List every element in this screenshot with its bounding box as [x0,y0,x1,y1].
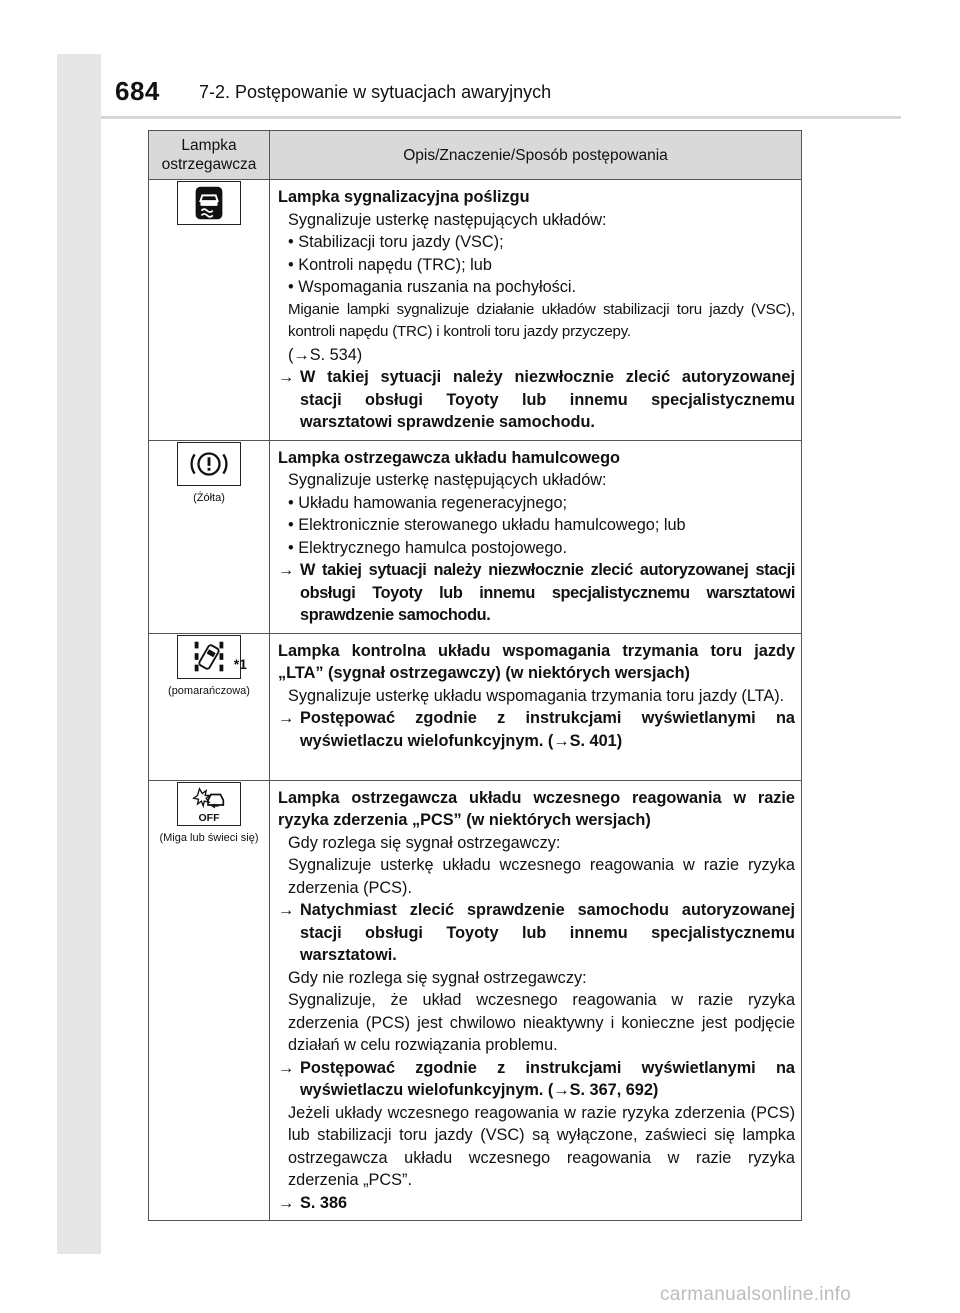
pcs-off-icon [177,782,241,826]
brake-system-warning-icon [177,442,241,486]
description-cell [270,180,802,441]
description-cell [270,633,802,780]
icon-cell [149,780,270,1221]
icon-caption: (Miga lub świeci się) [159,831,259,844]
row-line: • Stabilizacji toru jazdy (VSC); [288,233,504,251]
lta-lane-icon [177,635,241,679]
row-action: → Postępować zgodnie z instrukcjami wyświetlanymi na wyświetlaczu wielofunkcyjnym. (→S. 367, 692) [278,1057,795,1102]
icon-cell [149,180,270,441]
arrow-icon: → [278,1058,295,1077]
icon-caption: (Żółta) [193,491,225,504]
slip-indicator-icon [177,181,241,225]
row-note: Miganie lampki sygnalizuje działanie układów stabilizacji toru jazdy (VSC), kontroli napędu (TRC) i kontroli toru jazdy przyczepy. [288,300,795,340]
description-cell [270,780,802,1221]
row-text: Sygnalizuje usterkę układu wczesnego reagowania w razie ryzyka zderzenia (PCS). [288,856,795,897]
watermark: carmanualsonline.info [660,1284,852,1305]
warning-lights-table [148,130,802,1221]
row-text: Gdy rozlega się sygnał ostrzegawczy: [288,833,561,852]
icon-caption: (pomarańczowa) [168,684,250,697]
page-number: 684 [115,76,160,106]
header-rule [101,116,901,119]
icon-cell [149,633,270,780]
row-text: Sygnalizuje, że układ wczesnego reagowania w razie ryzyka zderzenia (PCS) jest chwilowo nieaktywny i konieczne jest podjęcie działań w celu rozwiązania problemu. [288,991,795,1054]
col-header-description: Opis/Znaczenie/Sposób postępowania [270,131,802,180]
arrow-icon: → [278,901,295,919]
row-action: → W takiej sytuacji należy niezwłocznie zlecić autoryzowanej stacji obsługi Toyoty lub innemu specjalistycznemu warsztatowi sprawdzenie samochodu. [278,366,795,434]
table-row [149,780,802,1221]
row-action: → Postępować zgodnie z instrukcjami wyświetlanymi na wyświetlaczu wielofunkcyjnym. (→S. 401) [278,707,795,752]
row-line: • Wspomagania ruszania na pochyłości. [288,278,577,296]
arrow-icon: → [278,561,295,579]
row-action: → S. 386 [278,1192,795,1215]
icon-cell [149,440,270,633]
row-text: Jeżeli układy wczesnego reagowania w razie ryzyka zderzenia (PCS) lub stabilizacji toru jazdy (VSC) są wyłączone, zaświeci się lampka ostrzegawcza układu wczesnego reagowania w razie ryzyka zderzenia „PCS”. [288,1103,795,1189]
row-action: → Natychmiast zlecić sprawdzenie samochodu autoryzowanej stacji obsługi Toyoty lub innemu specjalistycznemu warsztatowi. [278,899,795,967]
description-cell [270,440,802,633]
row-title: Lampka ostrzegawcza układu hamulcowego [278,448,620,467]
row-action: → W takiej sytuacji należy niezwłocznie zlecić autoryzowanej stacji obsługi Toyoty lub innemu specjalistycznemu warsztatowi sprawdzenie samochodu. [278,559,795,627]
chapter-title: 7-2. Postępowanie w sytuacjach awaryjnych [199,82,552,102]
row-line: Sygnalizuje usterkę następujących układów: [288,210,607,229]
table-header-row [149,131,802,180]
row-text: Gdy nie rozlega się sygnał ostrzegawczy: [288,968,587,987]
arrow-icon: → [278,1193,295,1212]
row-line: • Układu hamowania regeneracyjnego; [288,493,568,512]
table-row [149,440,802,633]
row-ref: (→S. 534) [288,345,363,364]
row-title: Lampka kontrolna układu wspomagania trzymania toru jazdy „LTA” (sygnał ostrzegawczy) (w niektórych wersjach) [278,641,795,682]
row-title: Lampka ostrzegawcza układu wczesnego reagowania w razie ryzyka zderzenia „PCS” (w niektórych wersjach) [278,788,795,829]
table-row [149,180,802,441]
row-line: • Elektrycznego hamulca postojowego. [288,538,568,557]
arrow-icon: → [278,709,295,727]
row-title: Lampka sygnalizacyjna poślizgu [278,188,530,206]
table-row [149,633,802,780]
row-line: Sygnalizuje usterkę następujących układów: [288,471,607,489]
row-line: • Kontroli napędu (TRC); lub [288,255,492,274]
col-header-light: Lampka ostrzegawcza [149,131,270,180]
row-text: Sygnalizuje usterkę układu wspomagania trzymania toru jazdy (LTA). [288,686,785,705]
side-strip [57,54,101,1254]
page-header [115,76,905,116]
row-line: • Elektronicznie sterowanego układu hamulcowego; lub [288,516,686,534]
footnote-marker: *1 [233,655,247,672]
arrow-icon: → [278,368,295,386]
off-label: OFF [198,811,220,824]
